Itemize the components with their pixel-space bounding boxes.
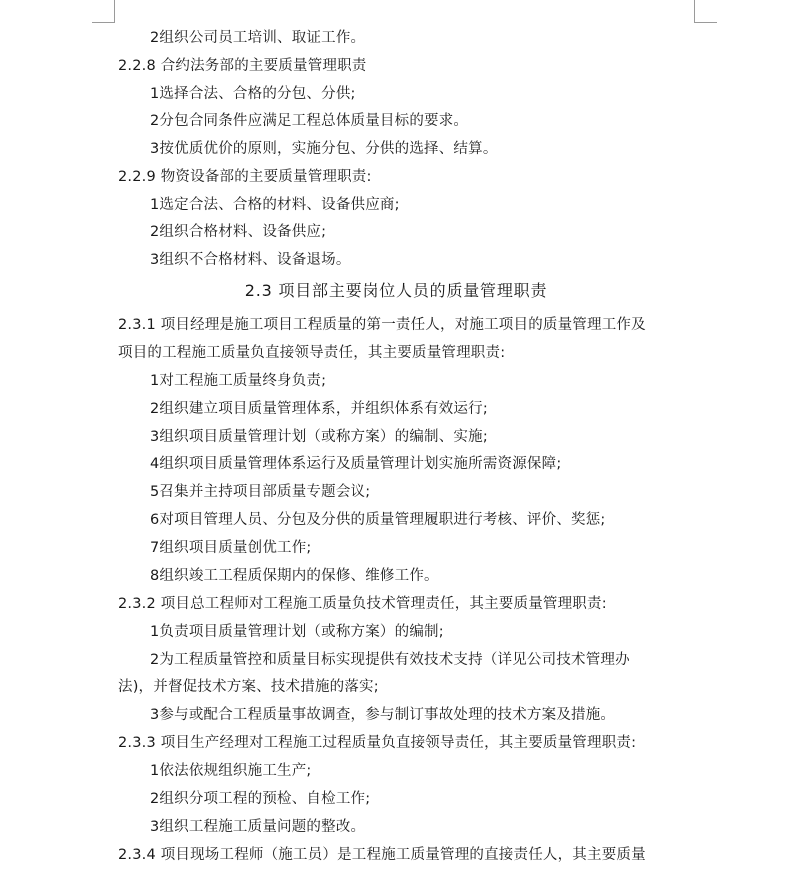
list-item: 6对项目管理人员、分包及分供的质量管理履职进行考核、评价、奖惩; xyxy=(150,512,606,528)
list-item: 1负责项目质量管理计划（或称方案）的编制; xyxy=(150,624,444,640)
list-item: 3按优质优价的原则，实施分包、分供的选择、结算。 xyxy=(150,141,498,157)
list-item: 2为工程质量管控和质量目标实现提供有效技术支持（详见公司技术管理办 xyxy=(150,652,630,668)
list-item: 5召集并主持项目部质量专题会议; xyxy=(150,484,371,500)
list-item: 2分包合同条件应满足工程总体质量目标的要求。 xyxy=(150,113,469,129)
list-item: 2组织合格材料、设备供应; xyxy=(150,224,327,240)
list-item: 3参与或配合工程质量事故调查，参与制订事故处理的技术方案及措施。 xyxy=(150,707,616,723)
section-title-2-2-8: 2.2.8 合约法务部的主要质量管理职责 xyxy=(118,58,367,74)
list-item: 3组织工程施工质量问题的整改。 xyxy=(150,819,366,835)
list-item: 8组织竣工工程质保期内的保修、维修工作。 xyxy=(150,568,439,584)
section-heading-2-3: 2.3 项目部主要岗位人员的质量管理职责 xyxy=(244,281,548,300)
list-item: 2组织分项工程的预检、自检工作; xyxy=(150,791,371,807)
list-item: 4组织项目质量管理体系运行及质量管理计划实施所需资源保障; xyxy=(150,456,562,472)
paragraph-continuation: 项目的工程施工质量负直接领导责任，其主要质量管理职责: xyxy=(118,345,506,361)
section-title-2-3-4: 2.3.4 项目现场工程师（施工员）是工程施工质量管理的直接责任人，其主要质量 xyxy=(118,847,646,863)
list-item: 7组织项目质量创优工作; xyxy=(150,540,312,556)
section-title-2-3-3: 2.3.3 项目生产经理对工程施工过程质量负直接领导责任，其主要质量管理职责: xyxy=(118,735,637,751)
list-item: 2组织公司员工培训、取证工作。 xyxy=(150,30,366,46)
section-title-2-2-9: 2.2.9 物资设备部的主要质量管理职责: xyxy=(118,169,372,185)
list-item: 3组织项目质量管理计划（或称方案）的编制、实施; xyxy=(150,429,488,445)
page-corner-mark-left xyxy=(92,0,115,23)
list-item: 1选择合法、合格的分包、分供; xyxy=(150,86,356,102)
section-title-2-3-2: 2.3.2 项目总工程师对工程施工质量负技术管理责任，其主要质量管理职责: xyxy=(118,596,607,612)
list-item: 2组织建立项目质量管理体系，并组织体系有效运行; xyxy=(150,401,488,417)
list-item: 1对工程施工质量终身负责; xyxy=(150,373,327,389)
section-title-2-3-1: 2.3.1 项目经理是施工项目工程质量的第一责任人，对施工项目的质量管理工作及 xyxy=(118,317,646,333)
page-corner-mark-right xyxy=(694,0,717,23)
list-item: 1选定合法、合格的材料、设备供应商; xyxy=(150,197,400,213)
list-item: 3组织不合格材料、设备退场。 xyxy=(150,252,351,268)
paragraph-continuation: 法)，并督促技术方案、技术措施的落实; xyxy=(118,679,379,695)
list-item: 1依法依规组织施工生产; xyxy=(150,763,312,779)
